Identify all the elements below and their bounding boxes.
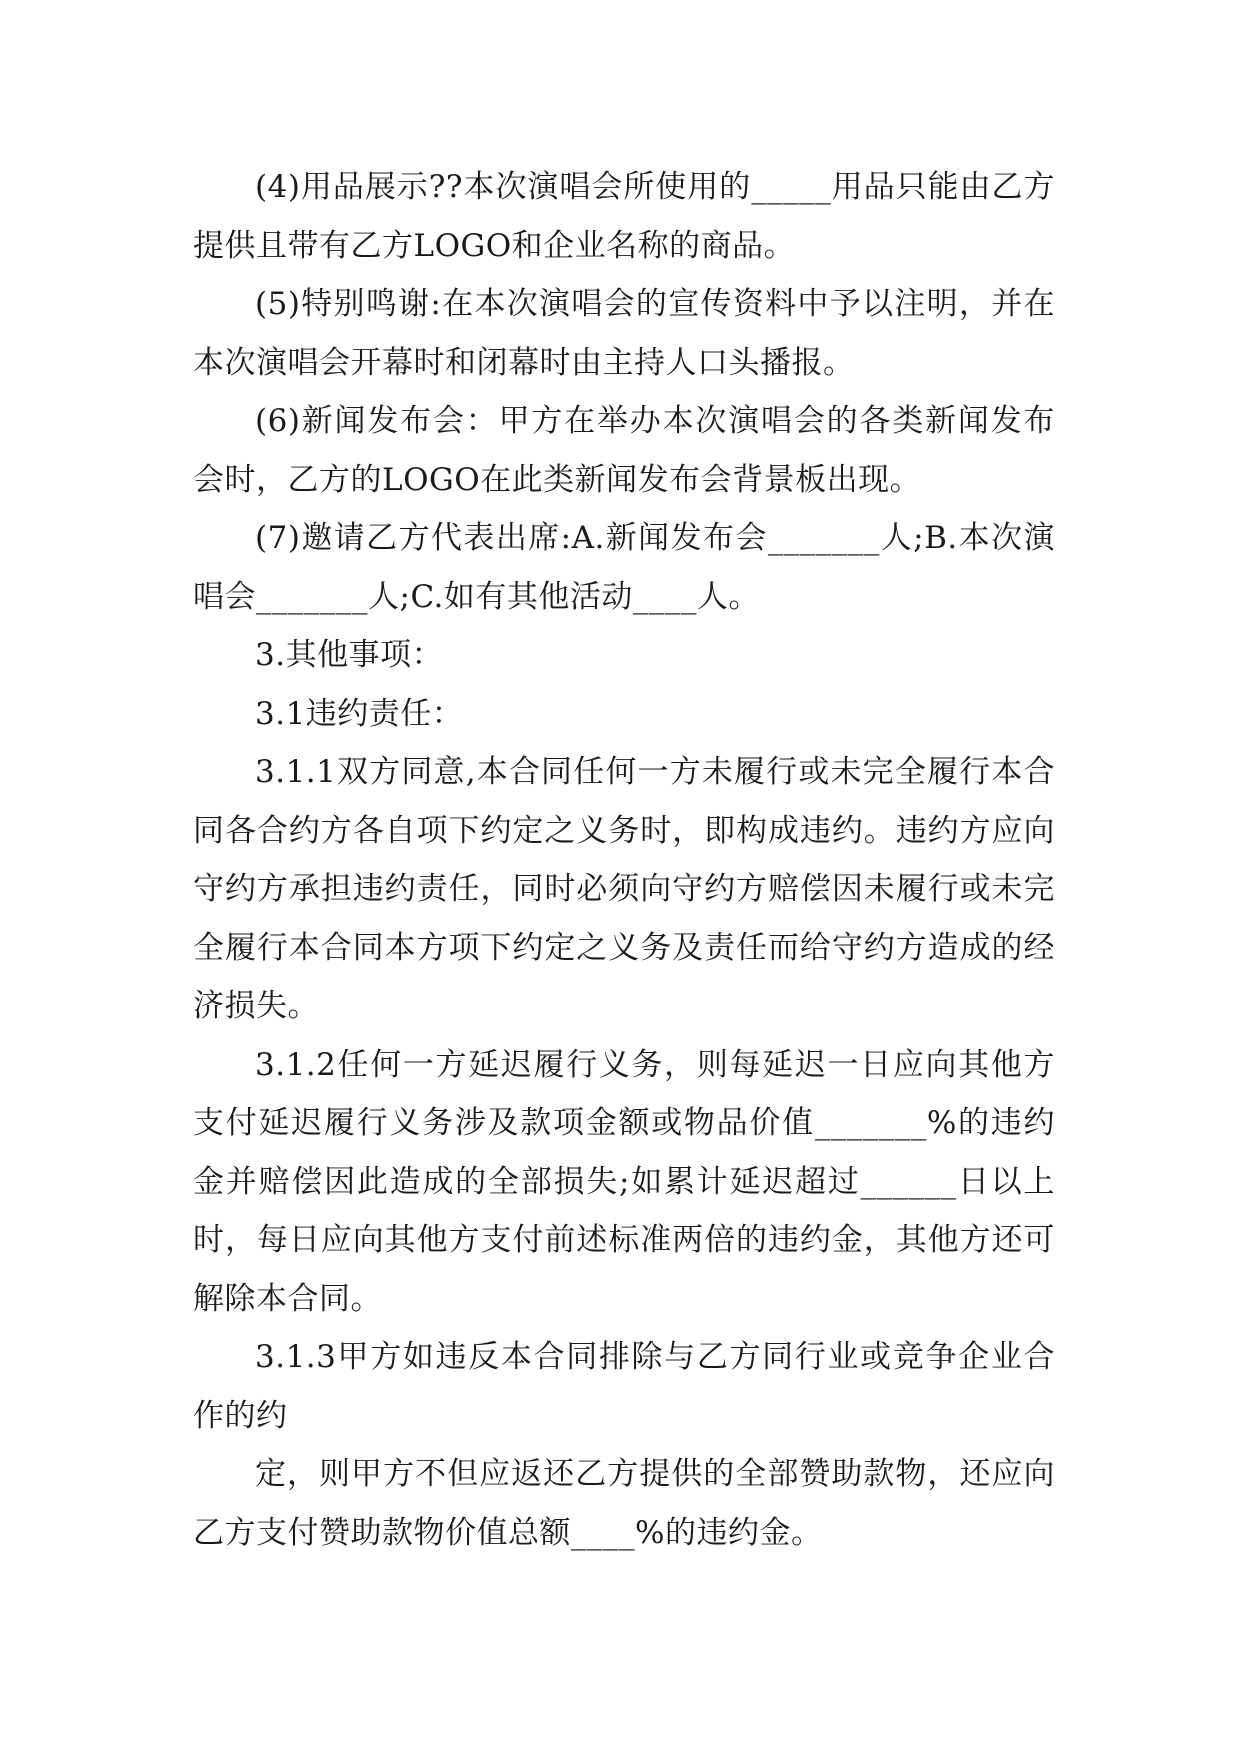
clause-4-product-display: (4)用品展示??本次演唱会所使用的_____用品只能由乙方提供且带有乙方LOGO和企业名称的商品。 [193, 169, 1055, 264]
clause-6-press-conference: (6)新闻发布会：甲方在举办本次演唱会的各类新闻发布会时，乙方的LOGO在此类新闻发布会背景板出现。 [193, 403, 1055, 498]
clause-3-1-2: 3.1.2任何一方延迟履行义务，则每延迟一日应向其他方支付延迟履行义务涉及款项金额或物品价值_______%的违约金并赔偿因此造成的全部损失;如累计延迟超过______日以上时，每日应向其他方支付前述标准两倍的违约金，其他方还可解除本合同。 [193, 1046, 1055, 1317]
clause-3-1-1: 3.1.1双方同意,本合同任何一方未履行或未完全履行本合同各合约方各自项下约定之义务时，即构成违约。违约方应向守约方承担违约责任，同时必须向守约方赔偿因未履行或未完全履行本合同本方项下约定之义务及责任而给守约方造成的经济损失。 [193, 754, 1055, 1024]
section-3-1-heading: 3.1违约责任： [255, 695, 464, 732]
section-3-heading: 3.其他事项： [255, 637, 444, 673]
document-body [193, 158, 1055, 1562]
clause-7-invitation: (7)邀请乙方代表出席:A.新闻发布会_______人;B.本次演唱会_______人;C.如有其他活动____人。 [193, 520, 1055, 615]
clause-3-1-3: 3.1.3甲方如违反本合同排除与乙方同行业或竞争企业合作的约 [193, 1339, 1055, 1434]
clause-5-special-thanks: (5)特别鸣谢:在本次演唱会的宣传资料中予以注明，并在本次演唱会开幕时和闭幕时由主持人口头播报。 [193, 286, 1055, 381]
clause-3-1-3-continued: 定，则甲方不但应返还乙方提供的全部赞助款物，还应向乙方支付赞助款物价值总额____%的违约金。 [193, 1456, 1055, 1551]
